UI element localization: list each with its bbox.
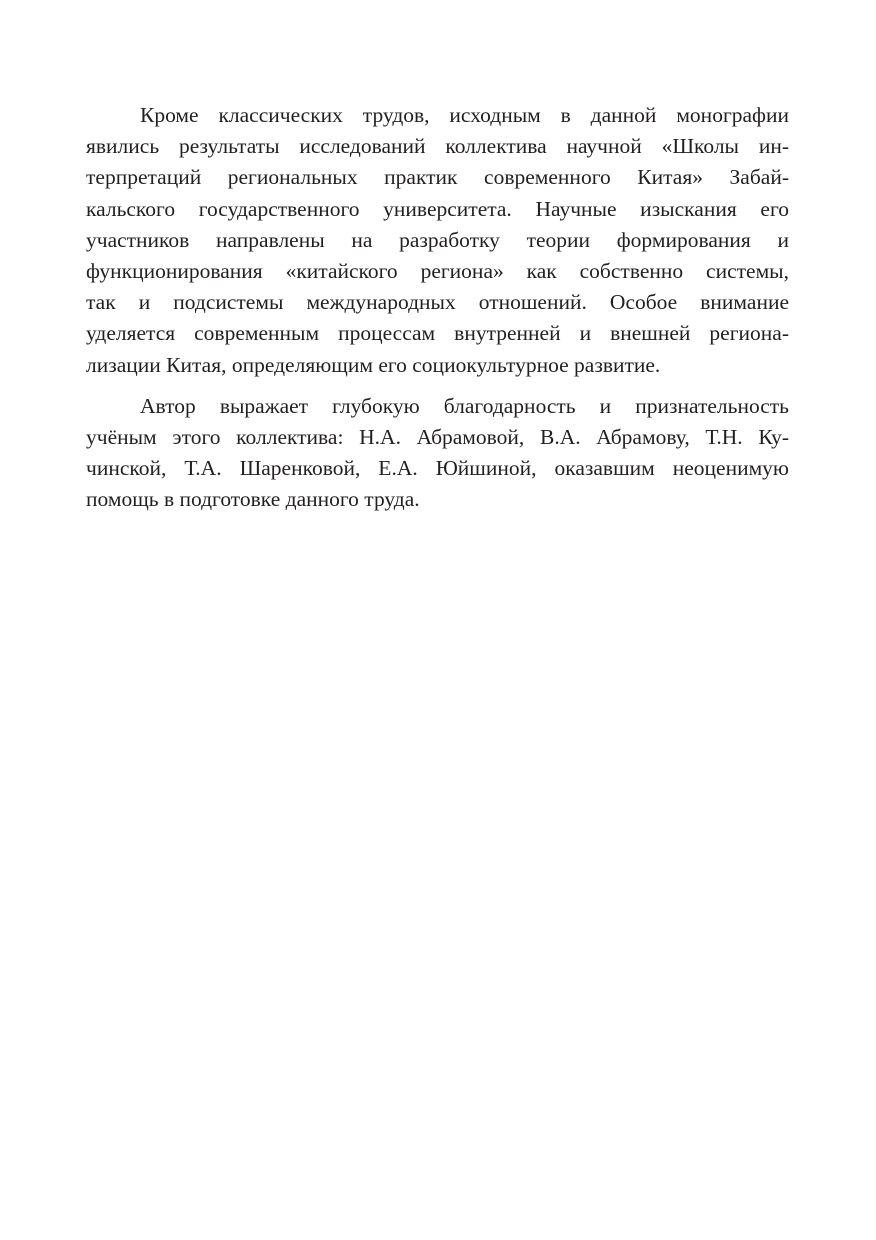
text-line: помощь в подготовке данного труда. <box>86 487 420 512</box>
text-line: терпретаций региональных практик современного Китая» Забай- <box>86 165 789 190</box>
paragraph-1 <box>86 100 789 381</box>
paragraph-2 <box>86 391 789 516</box>
text-line: чинской, Т.А. Шаренковой, Е.А. Юйшиной, оказавшим неоценимую <box>86 456 789 481</box>
text-line: кальского государственного университета. Научные изыскания его <box>86 196 789 221</box>
text-line: лизации Китая, определяющим его социокультурное развитие. <box>86 352 661 377</box>
text-line: учёным этого коллектива: Н.А. Абрамовой, В.А. Абрамову, Т.Н. Ку- <box>86 424 789 449</box>
text-line: так и подсистемы международных отношений. Особое внимание <box>86 290 789 315</box>
text-line: Автор выражает глубокую благодарность и признательность <box>140 393 789 418</box>
text-line: уделяется современным процессам внутренней и внешней региона- <box>86 321 789 346</box>
text-line: функционирования «китайского региона» как собственно системы, <box>86 258 789 283</box>
text-line: Кроме классических трудов, исходным в данной монографии <box>140 103 789 127</box>
body-text <box>86 100 789 515</box>
text-line: участников направлены на разработку теории формирования и <box>86 227 789 252</box>
text-line: явились результаты исследований коллектива научной «Школы ин- <box>86 134 789 159</box>
